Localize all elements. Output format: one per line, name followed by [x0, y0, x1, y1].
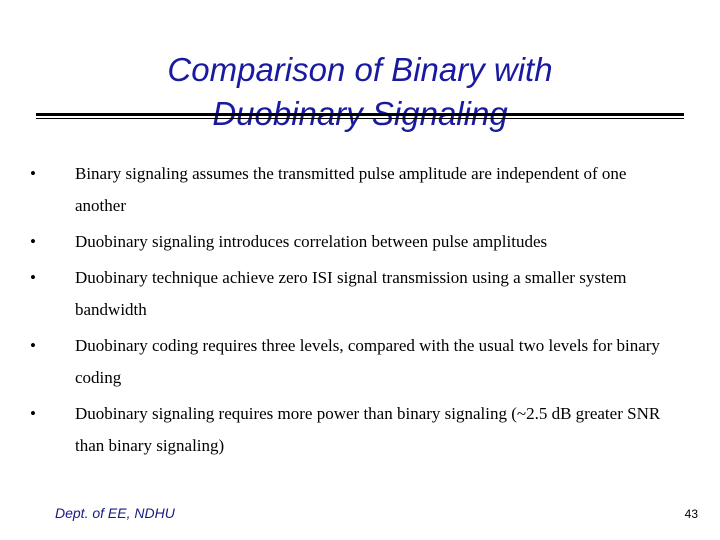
- bullet-marker: •: [30, 164, 36, 183]
- bullet-text: Duobinary coding requires three levels, compared with the usual two levels for binary coding: [75, 336, 660, 387]
- bullet-item: [30, 330, 680, 394]
- slide-title-line-1: Comparison of Binary with: [167, 51, 553, 89]
- footer-department: Dept. of EE, NDHU: [55, 505, 175, 521]
- slide-title: [60, 48, 660, 136]
- title-divider-thin: [36, 118, 684, 119]
- bullet-marker: •: [30, 404, 36, 423]
- bullet-list: [30, 158, 680, 466]
- bullet-item: [30, 226, 680, 258]
- bullet-item: [30, 158, 680, 222]
- bullet-item: [30, 262, 680, 326]
- bullet-marker: •: [30, 232, 36, 251]
- bullet-text: Duobinary signaling requires more power than binary signaling (~2.5 dB greater SNR than binary signaling): [75, 404, 661, 455]
- page-number: 43: [684, 507, 698, 521]
- bullet-marker: •: [30, 268, 36, 287]
- bullet-marker: •: [30, 336, 36, 355]
- bullet-text: Duobinary technique achieve zero ISI signal transmission using a smaller system bandwidth: [75, 268, 627, 319]
- bullet-text: Duobinary signaling introduces correlation between pulse amplitudes: [75, 232, 548, 251]
- title-divider-thick: [36, 113, 684, 116]
- bullet-item: [30, 398, 680, 462]
- bullet-text: Binary signaling assumes the transmitted pulse amplitude are independent of one another: [75, 164, 627, 215]
